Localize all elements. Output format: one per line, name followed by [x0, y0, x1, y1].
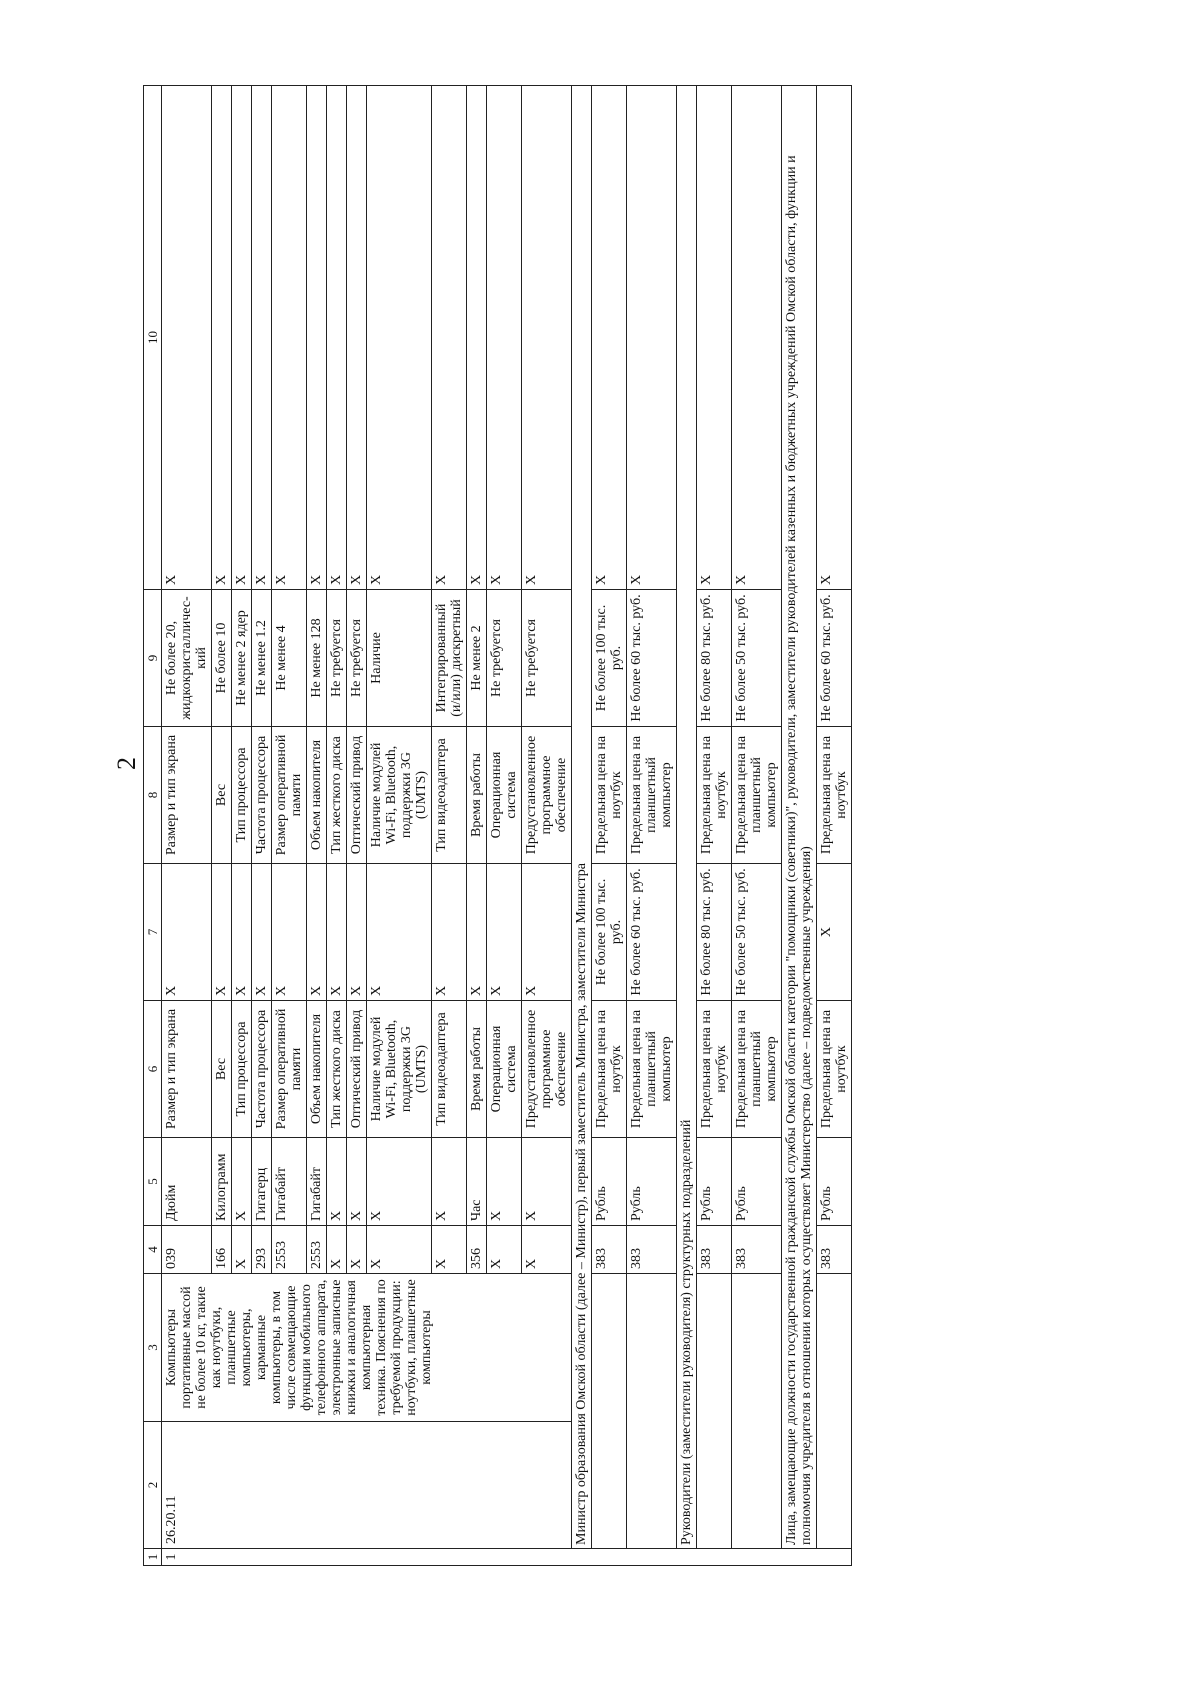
characteristic-cell: Тип жесткого диска	[327, 1001, 347, 1138]
characteristic-cell: Оптический привод	[347, 727, 367, 864]
characteristic-cell: Объем накопителя	[307, 727, 327, 864]
value-cell: Не более 50 тыс. руб.	[732, 590, 782, 727]
empty-cell	[697, 1274, 732, 1549]
unit-cell: X	[327, 1138, 347, 1226]
value-cell: Не более 100 тыс. руб.	[592, 864, 627, 1001]
justification-cell: X	[162, 86, 212, 590]
value-cell: Не более 80 тыс. руб.	[697, 864, 732, 1001]
empty-cell	[817, 1274, 852, 1549]
characteristic-cell: Время работы	[467, 727, 487, 864]
justification-cell: X	[307, 86, 327, 590]
value-cell: X	[212, 864, 232, 1001]
row-number-cell: 1	[162, 1549, 852, 1566]
characteristic-cell: Тип видеоадаптера	[432, 727, 467, 864]
value-cell: X	[432, 864, 467, 1001]
column-number: 6	[144, 1001, 162, 1138]
justification-cell: X	[627, 86, 677, 590]
okei-code-cell: X	[367, 1226, 432, 1274]
okei-code-cell: 039	[162, 1226, 212, 1274]
unit-cell: Гигагерц	[252, 1138, 272, 1226]
okei-code-cell: 166	[212, 1226, 232, 1274]
column-number: 9	[144, 590, 162, 727]
okpd-code-cell: 26.20.11	[162, 1422, 572, 1549]
value-cell: Не более 60 тыс. руб.	[817, 590, 852, 727]
value-cell: Не менее 2 ядер	[232, 590, 252, 727]
section-title: Руководители (заместители руководителя) структурных подразделений	[677, 86, 697, 1549]
unit-cell: Рубль	[817, 1138, 852, 1226]
characteristic-cell: Вес	[212, 727, 232, 864]
rotated-table-wrapper	[143, 86, 1083, 1566]
value-cell: Не более 50 тыс. руб.	[732, 864, 782, 1001]
characteristic-cell: Предельная цена на планшетный компьютер	[627, 727, 677, 864]
product-name-cell: Компьютеры портативные массой не более 10 кг, такие как ноутбуки, планшетные компьютеры, карманные компьютеры, в том числе совмещающие функции мобильного телефонного аппарата, электронные записные книжки и аналогичная компьютерная техника. Пояснения по требуемой продукции: ноутбуки, планшетные компьютеры	[162, 1274, 572, 1422]
characteristic-cell: Размер и тип экрана	[162, 1001, 212, 1138]
value-cell: Не менее 2	[467, 590, 487, 727]
characteristic-cell: Частота процессора	[252, 727, 272, 864]
table-row	[697, 86, 732, 1566]
okei-code-cell: X	[522, 1226, 572, 1274]
okei-code-cell: 2553	[272, 1226, 307, 1274]
section-title: Лица, замещающие должности государственной гражданской службы Омской области категории "помощники (советники)", руководители, заместители руководителей казенных и бюджетных учреждений Омской области, функции и полномочия учредителя в отношении которых осуществляет Министерство (далее – подведомственные учреждения)	[782, 86, 817, 1549]
column-number-row	[144, 86, 162, 1566]
value-cell: X	[272, 864, 307, 1001]
characteristics-table	[143, 85, 852, 1566]
characteristic-cell: Наличие модулей Wi-Fi, Bluetooth, поддержки 3G (UMTS)	[367, 727, 432, 864]
justification-cell: X	[732, 86, 782, 590]
characteristic-cell: Оптический привод	[347, 1001, 367, 1138]
unit-cell: Дюйм	[162, 1138, 212, 1226]
table-body	[144, 86, 852, 1566]
characteristic-cell: Предельная цена на ноутбук	[697, 727, 732, 864]
characteristic-cell: Предельная цена на планшетный компьютер	[627, 1001, 677, 1138]
justification-cell: X	[522, 86, 572, 590]
unit-cell: Килограмм	[212, 1138, 232, 1226]
okei-code-cell: 293	[252, 1226, 272, 1274]
section-header-row	[782, 86, 817, 1566]
unit-cell: Час	[467, 1138, 487, 1226]
characteristic-cell: Предельная цена на ноутбук	[697, 1001, 732, 1138]
value-cell: Не более 80 тыс. руб.	[697, 590, 732, 727]
characteristic-cell: Размер и тип экрана	[162, 727, 212, 864]
column-number: 10	[144, 86, 162, 590]
justification-cell: X	[487, 86, 522, 590]
characteristic-cell: Предельная цена на планшетный компьютер	[732, 727, 782, 864]
characteristic-cell: Предельная цена на ноутбук	[592, 727, 627, 864]
characteristic-cell: Тип жесткого диска	[327, 727, 347, 864]
column-number: 1	[144, 1549, 162, 1566]
justification-cell: X	[272, 86, 307, 590]
characteristic-cell: Частота процессора	[252, 1001, 272, 1138]
unit-cell: Гигабайт	[307, 1138, 327, 1226]
okei-code-cell: 2553	[307, 1226, 327, 1274]
okei-code-cell: 383	[627, 1226, 677, 1274]
value-cell: Не требуется	[522, 590, 572, 727]
okei-code-cell: 383	[697, 1226, 732, 1274]
characteristic-cell: Время работы	[467, 1001, 487, 1138]
section-header-row	[572, 86, 592, 1566]
column-number: 8	[144, 727, 162, 864]
characteristic-cell: Предустановленное программное обеспечение	[522, 727, 572, 864]
value-cell: Не требуется	[347, 590, 367, 727]
okei-code-cell: 383	[592, 1226, 627, 1274]
okei-code-cell: X	[232, 1226, 252, 1274]
characteristic-cell: Размер оперативной памяти	[272, 727, 307, 864]
characteristic-cell: Предельная цена на ноутбук	[817, 727, 852, 864]
value-cell: X	[367, 864, 432, 1001]
okei-code-cell: 383	[817, 1226, 852, 1274]
value-cell: Не более 60 тыс. руб.	[627, 590, 677, 727]
justification-cell: X	[697, 86, 732, 590]
table-row	[732, 86, 782, 1566]
characteristic-cell: Тип процессора	[232, 727, 252, 864]
empty-cell	[592, 1274, 627, 1549]
column-number: 3	[144, 1274, 162, 1422]
unit-cell: Рубль	[732, 1138, 782, 1226]
characteristic-cell: Операционная система	[487, 727, 522, 864]
value-cell: Не более 100 тыс. руб.	[592, 590, 627, 727]
value-cell: Не требуется	[327, 590, 347, 727]
value-cell: Не более 20, жидкокристалличес-кий	[162, 590, 212, 727]
characteristic-cell: Тип процессора	[232, 1001, 252, 1138]
value-cell: Интегрированный (и/или) дискретный	[432, 590, 467, 727]
unit-cell: Рубль	[592, 1138, 627, 1226]
characteristic-cell: Наличие модулей Wi-Fi, Bluetooth, поддержки 3G (UMTS)	[367, 1001, 432, 1138]
value-cell: X	[232, 864, 252, 1001]
column-number: 2	[144, 1422, 162, 1549]
okei-code-cell: 383	[732, 1226, 782, 1274]
characteristic-cell: Предустановленное программное обеспечение	[522, 1001, 572, 1138]
justification-cell: X	[817, 86, 852, 590]
value-cell: Не менее 4	[272, 590, 307, 727]
unit-cell: X	[522, 1138, 572, 1226]
column-number: 7	[144, 864, 162, 1001]
value-cell: X	[487, 864, 522, 1001]
justification-cell: X	[592, 86, 627, 590]
justification-cell: X	[252, 86, 272, 590]
okei-code-cell: 356	[467, 1226, 487, 1274]
section-title: Министр образования Омской области (далее – Министр), первый заместитель Министра, заместители Министра	[572, 86, 592, 1549]
justification-cell: X	[467, 86, 487, 590]
value-cell: Наличие	[367, 590, 432, 727]
justification-cell: X	[327, 86, 347, 590]
okei-code-cell: X	[432, 1226, 467, 1274]
value-cell: Не более 60 тыс. руб.	[627, 864, 677, 1001]
justification-cell: X	[367, 86, 432, 590]
value-cell: X	[522, 864, 572, 1001]
column-number: 5	[144, 1138, 162, 1226]
justification-cell: X	[232, 86, 252, 590]
justification-cell: X	[347, 86, 367, 590]
page-number: 2	[112, 757, 141, 770]
section-header-row	[677, 86, 697, 1566]
unit-cell: X	[232, 1138, 252, 1226]
table-row	[162, 86, 212, 1566]
value-cell: X	[347, 864, 367, 1001]
unit-cell: X	[487, 1138, 522, 1226]
unit-cell: Гигабайт	[272, 1138, 307, 1226]
table-row	[817, 86, 852, 1566]
okei-code-cell: X	[347, 1226, 367, 1274]
empty-cell	[732, 1274, 782, 1549]
okei-code-cell: X	[327, 1226, 347, 1274]
empty-cell	[627, 1274, 677, 1549]
justification-cell: X	[212, 86, 232, 590]
value-cell: X	[327, 864, 347, 1001]
table-row	[592, 86, 627, 1566]
unit-cell: Рубль	[627, 1138, 677, 1226]
value-cell: X	[307, 864, 327, 1001]
value-cell: X	[252, 864, 272, 1001]
value-cell: X	[817, 864, 852, 1001]
characteristic-cell: Размер оперативной памяти	[272, 1001, 307, 1138]
value-cell: Не более 10	[212, 590, 232, 727]
unit-cell: Рубль	[697, 1138, 732, 1226]
unit-cell: X	[432, 1138, 467, 1226]
characteristic-cell: Операционная система	[487, 1001, 522, 1138]
characteristic-cell: Предельная цена на ноутбук	[592, 1001, 627, 1138]
value-cell: X	[162, 864, 212, 1001]
characteristic-cell: Объем накопителя	[307, 1001, 327, 1138]
value-cell: Не менее 128	[307, 590, 327, 727]
unit-cell: X	[347, 1138, 367, 1226]
characteristic-cell: Тип видеоадаптера	[432, 1001, 467, 1138]
column-number: 4	[144, 1226, 162, 1274]
characteristic-cell: Предельная цена на ноутбук	[817, 1001, 852, 1138]
value-cell: X	[467, 864, 487, 1001]
okei-code-cell: X	[487, 1226, 522, 1274]
value-cell: Не менее 1.2	[252, 590, 272, 727]
justification-cell: X	[432, 86, 467, 590]
table-row	[627, 86, 677, 1566]
characteristic-cell: Предельная цена на планшетный компьютер	[732, 1001, 782, 1138]
characteristic-cell: Вес	[212, 1001, 232, 1138]
unit-cell: X	[367, 1138, 432, 1226]
value-cell: Не требуется	[487, 590, 522, 727]
